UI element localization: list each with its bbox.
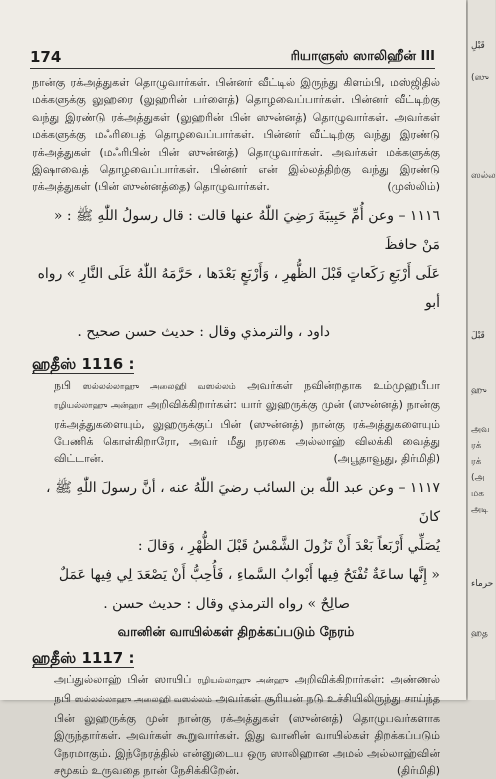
hadith-1116-text: நபி ஸல்லல்லாஹு அலைஹி வஸல்லம் அவர்கள் நவின்றதாக உம்முஹபீபா ரழியல்லாஹு அன்ஹா அறிவிக்கிறார்கள்: யார் லுஹருக்கு முன் (ஸுன்னத்) நான்கு ரக்அத்துகளையும், லுஹருக்குப் பின் (ஸுன்னத்) நான்கு ரக்அத்துகளையும் பேணிக் கொள்கிறாரோ, அவர் மீது நரகை அல்லாஹ் விலக்கி வைத்து விட்டான். (அபூதாவூது, திர்மிதி) (32, 377, 440, 468)
source-muslim: (முஸ்லிம்) (387, 180, 440, 194)
arabic-hadith-1116 (32, 202, 440, 347)
edge-fragment: அவ (471, 425, 490, 435)
edge-fragment: (ஸு (471, 73, 489, 83)
edge-fragment: மக (471, 489, 484, 499)
hadith-1117-text: அப்துல்லாஹ் பின் ஸாயிப் ரழியல்லாஹு அன்ஹு அறிவிக்கிறார்கள்: அண்ணல் நபி ஸல்லல்லாஹு அலைஹி வஸல்லம் அவர்கள் சூரியன் நடு உச்சியிலிருந்து சாய்ந்த பின் லுஹருக்கு முன் நான்கு ரக்அத்துகள் (ஸுன்னத்) தொழுபவர்களாக இருந்தார்கள். அவர்கள் கூறுவார்கள். இது வானின் வாயில்கள் திறக்கப்படும் நேரமாகும். இந்நேரத்தில் என்னுடைய ஒரு ஸாலிஹான அமல் அல்லாஹ்வின் சமூகம் உருவதை நான் நேசிக்கிறேன். (திர்மிதி) (32, 671, 440, 779)
edge-fragment: அடி (471, 505, 489, 515)
arabic-line: ١١١٧ – وعن عبد اللّٰه بن السائب رضيَ اللّٰهُ عنه ، أنَّ رسولَ اللّٰهِ ﷺ ، كانَ (46, 479, 440, 525)
arabic-line: صالِحٌ » رواه الترمذي وقال : حديث حسن . (103, 595, 350, 612)
page-header (30, 46, 435, 69)
arabic-line: داود ، والترمذي وقال : حديث حسن صحيح . (77, 323, 330, 340)
edge-fragment: ரக் (471, 441, 482, 451)
arabic-line: يُصَلِّي أَرْبَعاً بَعْدَ أَنْ تَزُولَ الشَّمْسُ قَبْلَ الظُّهْرِ ، وَقالَ : (137, 537, 440, 554)
source-tirmidhi: (திர்மிதி) (396, 763, 440, 777)
edge-fragment: قَبْلَ (471, 331, 485, 341)
arabic-line: ١١١٦ – وعن أُمِّ حَبِيبَةَ رَضِيَ اللّٰهُ عنها قالت : قال رسولُ اللّٰهِ ﷺ : « مَنْ حافظَ (53, 207, 440, 253)
radhi: ரழியல்லாஹு அன்ஹு (197, 675, 289, 686)
adjacent-page-edge (468, 0, 495, 700)
arabic-line: عَلَى أَرْبَعِ رَكَعاتٍ قَبْلَ الظُّهرِ ، وَأَرْبَعٍ بَعْدَها ، حَرَّمَهُ اللّٰهُ عَلَى النَّارِ » رواه أبو (37, 265, 440, 311)
running-title: ரியாளுஸ் ஸாலிஹீன் III (290, 49, 435, 64)
continued-paragraph (32, 74, 440, 196)
edge-fragment: ரக் (471, 457, 482, 467)
edge-fragment: حرماء (471, 579, 494, 589)
edge-fragment: ஹு (471, 386, 487, 396)
arabic-hadith-1117 (32, 474, 440, 619)
page-number: 174 (30, 48, 62, 66)
edge-fragment: ஸல்ல (471, 171, 496, 181)
source-abudawud-tirmidhi: (அபூதாவூது, திர்மிதி) (333, 452, 440, 466)
arabic-line: « إِنَّها ساعَةٌ تُفْتَحُ فِيها أَبْوابُ السَّماءِ ، فَأُحِبُّ أَنْ يَصْعَدَ لِي فِيها عَمَلٌ (58, 566, 440, 583)
edge-fragment: ஹத (471, 629, 488, 639)
section-title: வானின் வாயில்கள் திறக்கப்படும் நேரம் (117, 624, 355, 640)
salawat: ஸல்லல்லாஹு அலைஹி வஸல்லம் (82, 381, 236, 392)
salawat: ஸல்லல்லாஹு அலைஹி வஸல்லம் (74, 695, 212, 706)
hadith-1116-heading: ஹதீஸ் 1116 : (32, 354, 135, 373)
paragraph-text: நான்கு ரக்அத்துகள் தொழுவார்கள். பின்னர் வீட்டில் இருந்து கிளம்பி, மஸ்ஜிதில் மக்களுக்கு லுஹரை (லுஹரின் பர்ளைத்) தொழவைப்பார்கள். பின்னர் வீட்டிற்கு வந்து இரண்டு ரக்அத்துகள் (லுஹரின் பின் ஸுன்னத்) தொழுவார்கள். அவர்கள் மக்களுக்கு மஃரிபைத் தொழவைப்பார்கள். பின்னர் வீட்டிற்கு வந்து இரண்டு ரக்அத்துகள் (மஃரிபின் பின் ஸுன்னத்) தொழுவார்கள். அவர்கள் மக்களுக்கு இஷாவைத் தொழவைப்பார்கள். பின்னர் என் இல்லத்திற்கு வந்து இரண்டு ரக்அத்துகள் (பின் ஸுன்னத்தை) தொழுவார்கள். (32, 76, 440, 194)
edge-fragment: قَبْلِ (471, 41, 485, 51)
radhi: ரழியல்லாஹு அன்ஹா (54, 401, 144, 412)
hadith-1117-heading: ஹதீஸ் 1117 : (32, 648, 135, 667)
edge-fragment: (அ (471, 473, 485, 483)
page-content (32, 74, 440, 779)
